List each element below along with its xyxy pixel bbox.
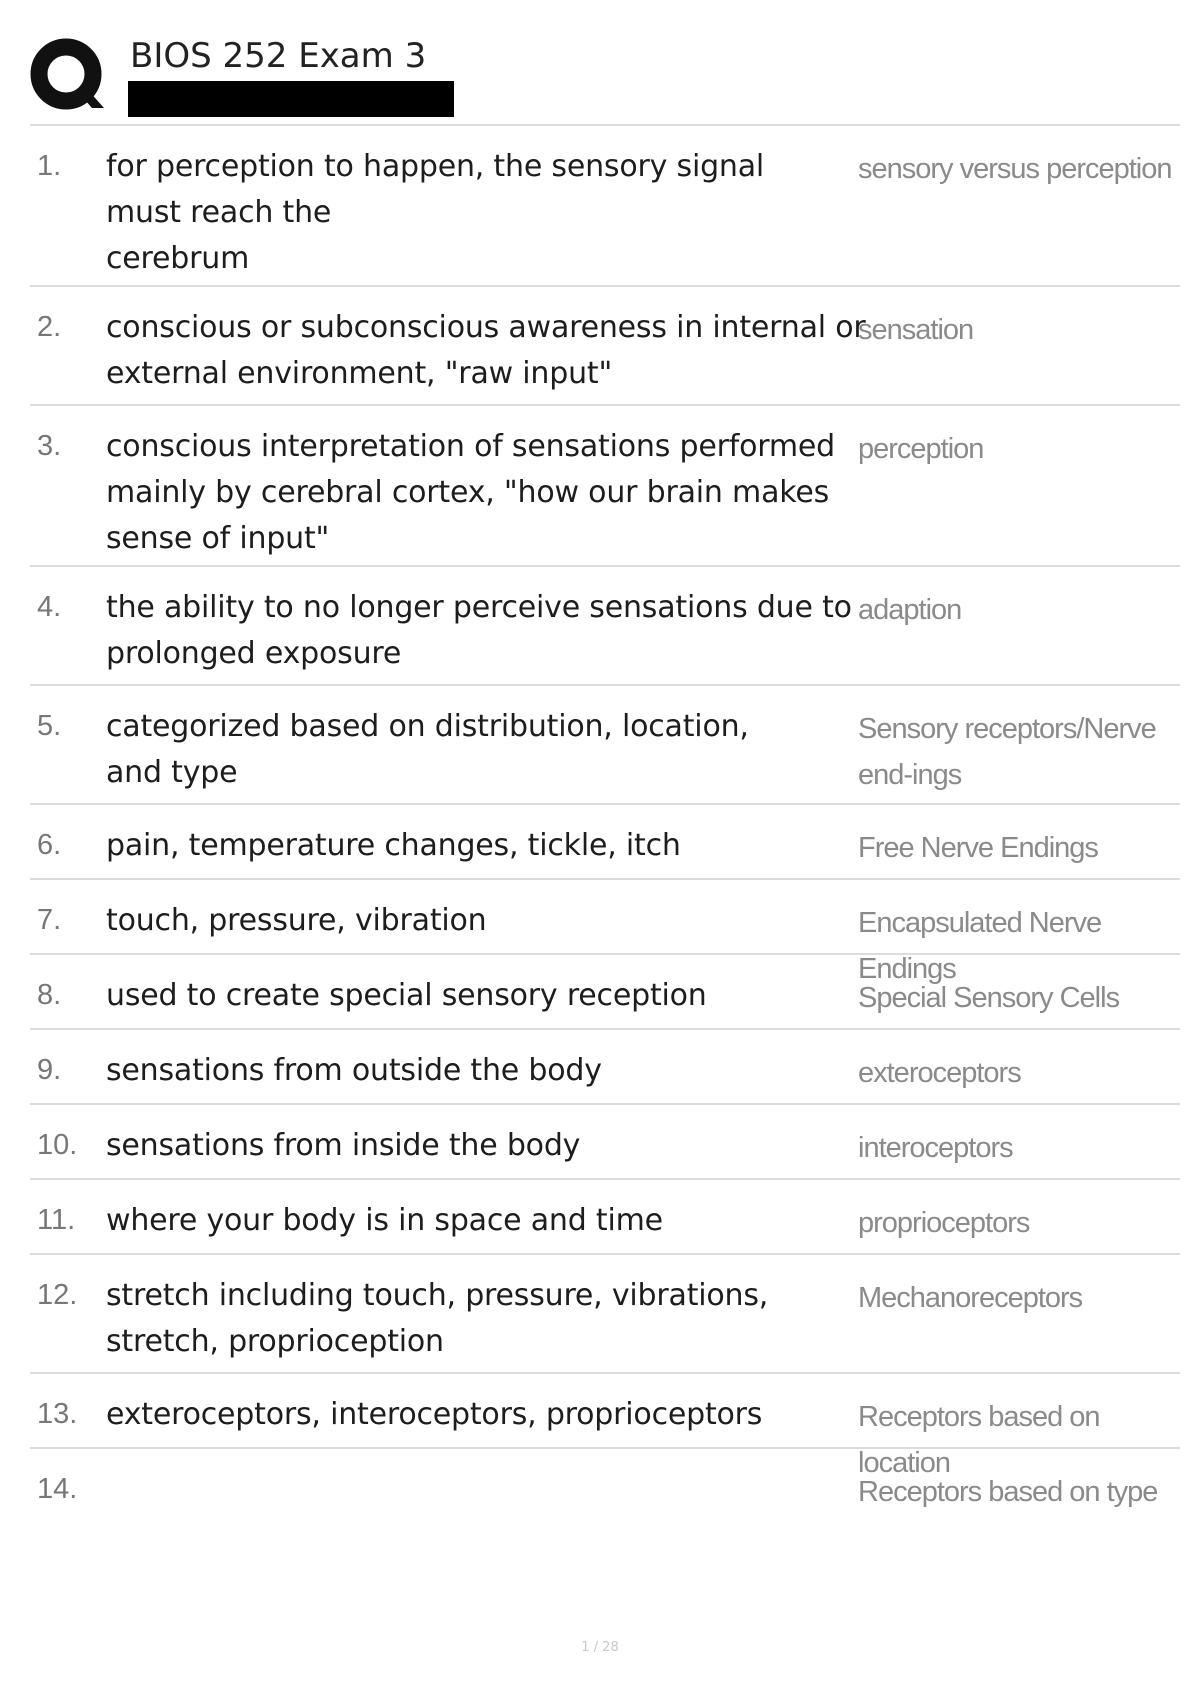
item-definition: exteroceptors	[858, 1057, 1021, 1089]
document-title: BIOS 252 Exam 3	[130, 36, 427, 76]
item-definition: sensory versus perception	[858, 153, 1172, 185]
item-definition: perception	[858, 433, 984, 465]
item-term: conscious interpretation of sensations performed mainly by cerebral cortex, "how our brain makes sense of input"	[106, 429, 835, 556]
item-number: 3.	[37, 430, 62, 462]
list-item	[30, 404, 1180, 565]
list-item	[30, 1028, 1180, 1103]
item-term: sensations from outside the body	[106, 1053, 602, 1088]
item-term: the ability to no longer perceive sensations due to prolonged exposure	[106, 590, 852, 671]
item-term: exteroceptors, interoceptors, proprioceptors	[106, 1397, 763, 1432]
item-definition: Free Nerve Endings	[858, 832, 1098, 864]
item-term: categorized based on distribution, location, and type	[106, 709, 749, 790]
item-number: 7.	[37, 904, 62, 936]
item-definition: Encapsulated Nerve Endings	[858, 907, 1102, 985]
list-item	[30, 565, 1180, 684]
item-number: 4.	[37, 591, 62, 623]
item-number: 11.	[37, 1204, 76, 1236]
list-item	[30, 1253, 1180, 1372]
item-term: where your body is in space and time	[106, 1203, 663, 1238]
item-term: for perception to happen, the sensory signal must reach the cerebrum	[106, 149, 765, 276]
item-number: 5.	[37, 710, 62, 742]
item-term: pain, temperature changes, tickle, itch	[106, 828, 681, 863]
item-number: 1.	[37, 150, 62, 182]
item-term: used to create special sensory reception	[106, 978, 707, 1013]
item-definition: Receptors based on location	[858, 1401, 1100, 1479]
item-definition: sensation	[858, 314, 974, 346]
list-item	[30, 1372, 1180, 1479]
item-definition: Special Sensory Cells	[858, 982, 1120, 1014]
list-item	[30, 953, 1180, 1028]
item-term: stretch including touch, pressure, vibrations, stretch, proprioception	[106, 1278, 769, 1359]
list-item	[30, 878, 1180, 985]
item-definition: interoceptors	[858, 1132, 1013, 1164]
list-item	[30, 684, 1180, 803]
item-definition: proprioceptors	[858, 1207, 1030, 1239]
list-item	[30, 124, 1180, 285]
item-number: 13.	[37, 1398, 78, 1430]
item-definition: adaption	[858, 594, 962, 626]
redaction-bar	[128, 81, 454, 117]
list-item	[30, 803, 1180, 878]
header	[30, 30, 1180, 126]
item-number: 9.	[37, 1054, 62, 1086]
item-number: 10.	[37, 1129, 78, 1161]
item-number: 2.	[37, 311, 62, 343]
item-number: 8.	[37, 979, 62, 1011]
page-indicator: 1 / 28	[581, 1640, 619, 1655]
item-number: 12.	[37, 1279, 78, 1311]
flashcard-list	[30, 124, 1180, 1522]
item-definition: Sensory receptors/Nerve end-ings	[858, 713, 1156, 791]
list-item	[30, 1178, 1180, 1253]
list-item	[30, 1103, 1180, 1178]
item-term: sensations from inside the body	[106, 1128, 581, 1163]
quizlet-logo-icon	[30, 34, 142, 130]
list-item	[30, 1447, 1180, 1522]
item-number: 6.	[37, 829, 62, 861]
item-definition: Receptors based on type	[858, 1476, 1158, 1508]
item-definition: Mechanoreceptors	[858, 1282, 1083, 1314]
item-term: conscious or subconscious awareness in internal or external environment, "raw input"	[106, 310, 866, 391]
item-term: touch, pressure, vibration	[106, 903, 487, 938]
item-number: 14.	[37, 1473, 78, 1505]
list-item	[30, 285, 1180, 404]
